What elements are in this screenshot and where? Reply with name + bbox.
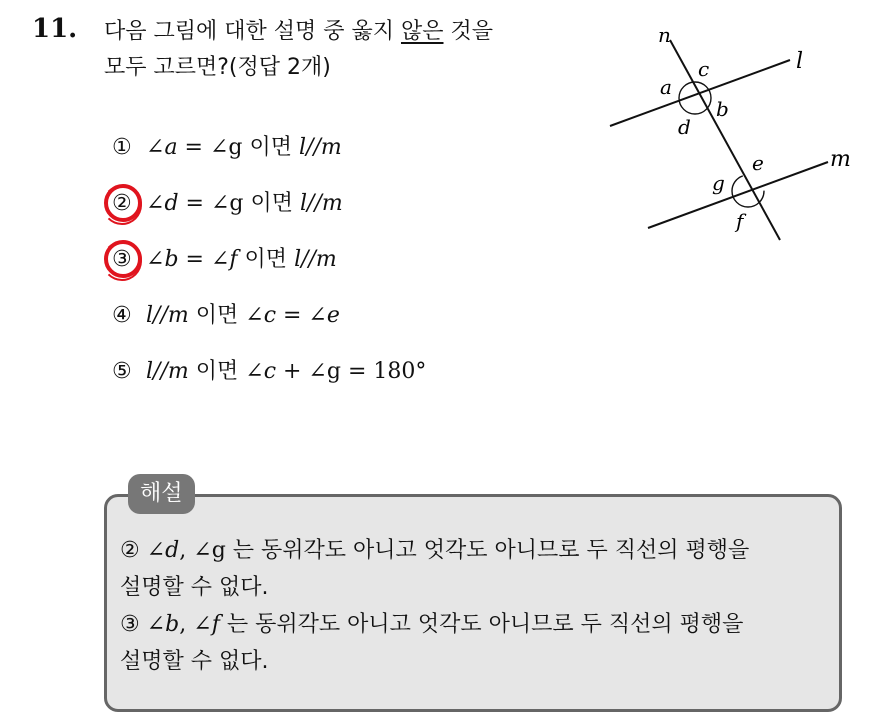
explanation-line-2: 설명할 수 없다. [120,575,269,600]
explanation-tag: 해설 [128,474,195,514]
answer-circle-2 [104,184,142,222]
option-5[interactable]: ⑤ l//m 이면 ∠c + ∠g = 180° [112,359,427,384]
label-b: b [716,97,729,121]
option-3[interactable]: ③ ∠b = ∠f 이면 l//m [112,247,337,272]
question-stem [104,14,604,86]
question-line-2: 모두 고르면?(정답 2개) [104,55,331,80]
explanation-line-4: 설명할 수 없다. [120,649,269,674]
label-g: g [712,171,725,195]
question-line-1: 다음 그림에 대한 설명 중 옳지 않은 것을 [104,19,493,44]
label-f: f [736,209,744,233]
label-e: e [752,151,764,175]
option-4[interactable]: ④ l//m 이면 ∠c = ∠e [112,303,340,328]
label-c: c [698,57,710,81]
label-d: d [678,115,691,139]
option-2[interactable]: ② ∠d = ∠g 이면 l//m [112,191,343,216]
answer-circle-3 [104,240,142,278]
label-l: l [796,49,804,74]
question-number: 11. [32,14,78,44]
underlined-word: 않은 [400,19,444,44]
explanation-line-3: ③ ∠b, ∠f 는 동위각도 아니고 엇각도 아니므로 두 직선의 평행을 [120,612,744,637]
label-m: m [830,147,851,172]
label-n: n [658,23,671,47]
option-1[interactable]: ① ∠a = ∠g 이면 l//m [112,135,342,160]
parallel-lines-diagram [600,20,860,250]
label-a: a [660,75,672,99]
explanation-line-1: ② ∠d, ∠g 는 동위각도 아니고 엇각도 아니므로 두 직선의 평행을 [120,538,750,563]
